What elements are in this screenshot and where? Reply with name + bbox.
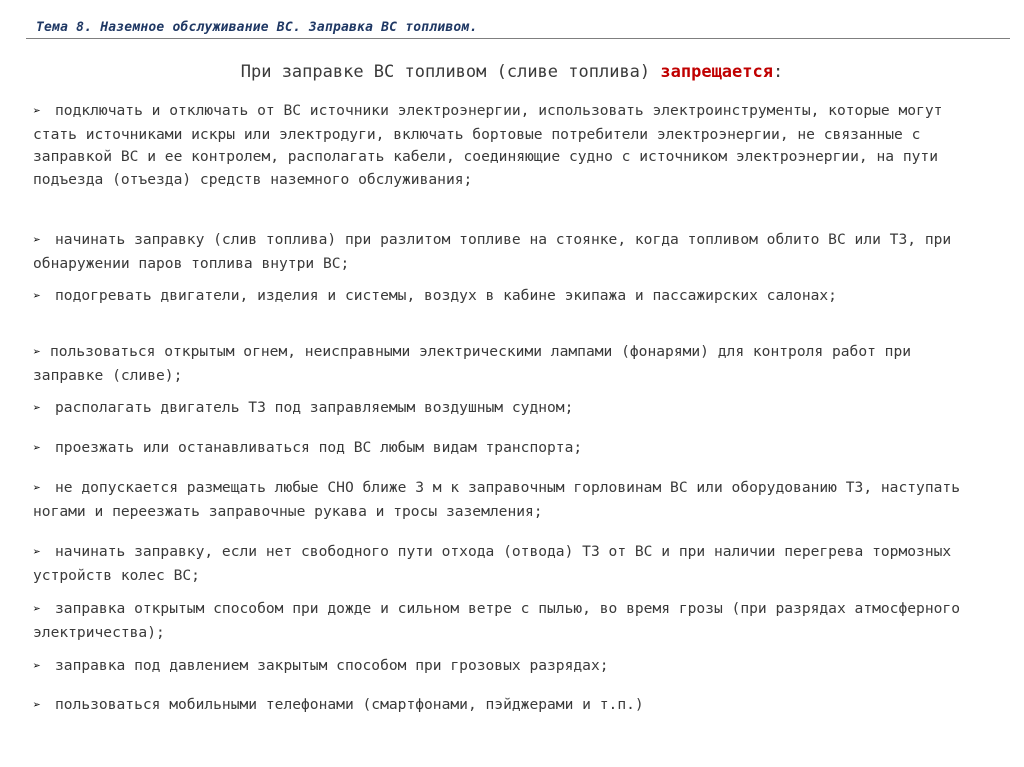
list-item <box>33 100 983 191</box>
list-item-text: не допускается размещать любые СНО ближе 3 м к заправочным горловинам ВС или оборудованию ТЗ, наступать ногами и переезжать заправочные рукава и тросы заземления; <box>33 479 960 520</box>
list-item <box>33 341 983 387</box>
list-item-text: пользоваться открытым огнем, неисправными электрическими лампами (фонарями) для контроля работ при заправке (сливе); <box>33 343 912 384</box>
list-item <box>33 477 983 523</box>
list-item <box>33 437 983 461</box>
bullet-arrow-icon: ➢ <box>33 481 41 496</box>
page-header-title: Тема 8. Наземное обслуживание ВС. Заправка ВС топливом. <box>36 20 478 35</box>
list-item <box>33 229 983 275</box>
list-item-text: заправка под давлением закрытым способом при грозовых разрядах; <box>55 657 609 674</box>
list-item-text: подключать и отключать от ВС источники электроэнергии, использовать электроинструменты, которые могут стать источниками искры или электродуги, включать бортовые потребители электроэнергии, не связанные с заправкой ВС и ее контролем, располагать кабели, соединяющие судно с источником электроэнергии, на пути подъезда (отъезда) средств наземного обслуживания; <box>33 102 943 188</box>
list-item-text: располагать двигатель ТЗ под заправляемым воздушным судном; <box>55 399 574 416</box>
list-item-text: пользоваться мобильными телефонами (смартфонами, пэйджерами и т.п.) <box>55 696 644 713</box>
section-subtitle <box>0 62 1024 82</box>
list-item-text: начинать заправку (слив топлива) при разлитом топливе на стоянке, когда топливом облито ВС или ТЗ, при обнаружении паров топлива внутри ВС; <box>33 231 952 272</box>
bullet-arrow-icon: ➢ <box>33 659 41 674</box>
header-divider <box>26 38 1010 39</box>
list-item-text: проезжать или останавливаться под ВС любым видам транспорта; <box>55 439 583 456</box>
bullet-arrow-icon: ➢ <box>33 545 41 560</box>
bullet-arrow-icon: ➢ <box>33 289 41 304</box>
list-item <box>33 655 983 679</box>
subtitle-tail: : <box>772 62 784 82</box>
bullet-arrow-icon: ➢ <box>33 233 41 248</box>
bullet-arrow-icon: ➢ <box>33 104 41 119</box>
bullet-arrow-icon: ➢ <box>33 401 41 416</box>
list-item <box>33 541 983 587</box>
list-item-text: заправка открытым способом при дожде и сильном ветре с пылью, во время грозы (при разрядах атмосферного электричества); <box>33 600 960 641</box>
list-item <box>33 397 983 421</box>
list-item-text: подогревать двигатели, изделия и системы, воздух в кабине экипажа и пассажирских салонах; <box>55 287 837 304</box>
list-item-text: начинать заправку, если нет свободного пути отхода (отвода) ТЗ от ВС и при наличии перегрева тормозных устройств колес ВС; <box>33 543 952 584</box>
bullet-arrow-icon: ➢ <box>33 602 41 617</box>
list-item <box>33 598 983 644</box>
bullet-arrow-icon: ➢ <box>33 345 41 360</box>
bullet-arrow-icon: ➢ <box>33 441 41 456</box>
list-item <box>33 285 983 309</box>
subtitle-emphasis: запрещается <box>660 62 773 82</box>
subtitle-lead: При заправке ВС топливом (сливе топлива) <box>240 62 661 82</box>
list-item <box>33 694 983 718</box>
bullet-arrow-icon: ➢ <box>33 698 41 713</box>
